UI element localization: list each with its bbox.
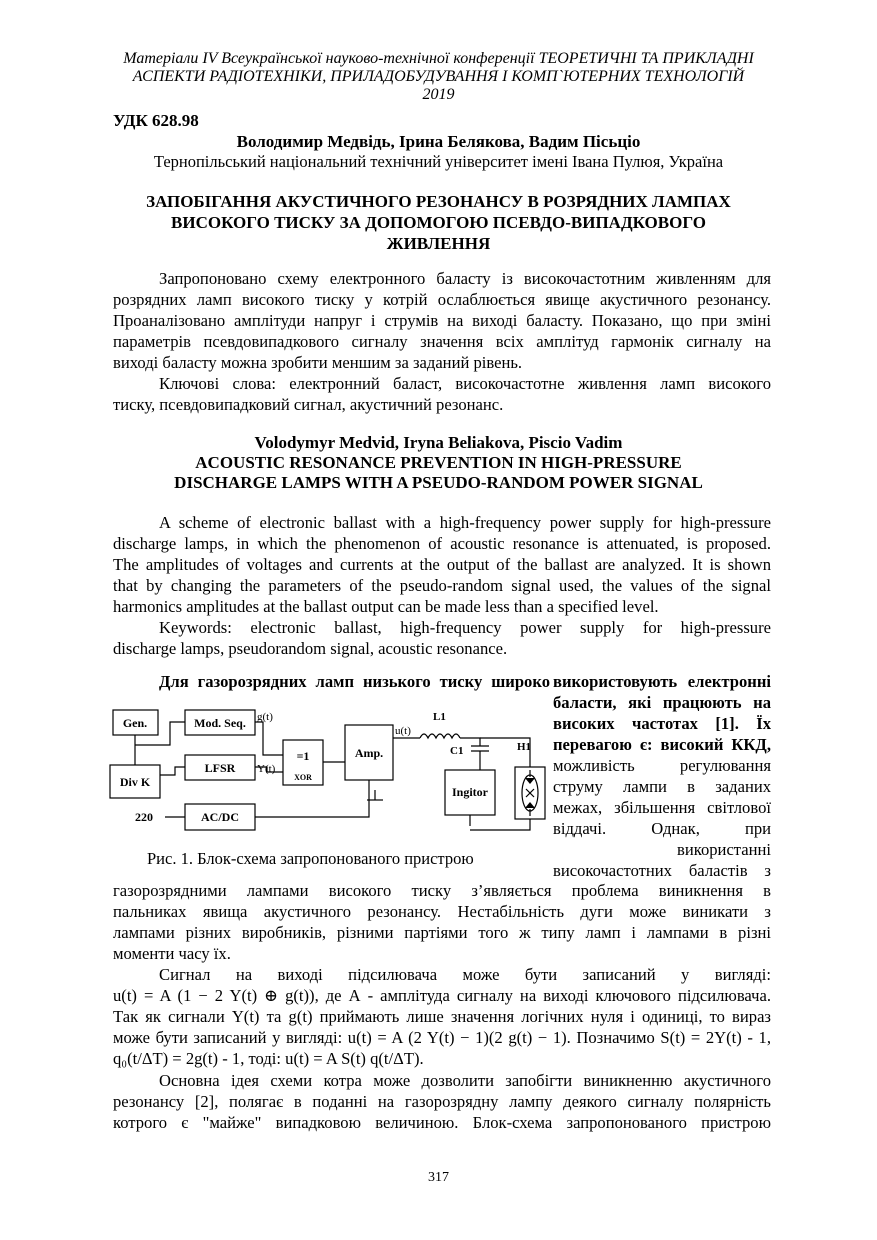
title-line: ЗАПОБІГАННЯ АКУСТИЧНОГО РЕЗОНАНСУ В РОЗРЯДНИХ ЛАМПАХ: [146, 192, 731, 211]
c1-label: C1: [450, 745, 464, 757]
body-paragraph-1: [113, 880, 771, 964]
text-line: Сигнал на виході підсилювача може бути записаний у вигляді:: [159, 965, 771, 984]
text-line: Так як сигнали Y(t) та g(t) приймають лише значення логічних нуля і одиниці, то вираз: [113, 1007, 771, 1026]
u-t-label: u(t): [395, 725, 411, 737]
text-line: котрого є "майже" випадковою величиною. Блок-схема запропонованого пристрою: [113, 1113, 771, 1132]
text-line: The amplitudes of voltages and currents at the output of the ballast are analyzed. It is shown: [113, 555, 771, 574]
text-line: Для газорозрядних ламп низького тиску широко: [159, 672, 550, 691]
authors-ua: Володимир Медвідь, Ірина Белякова, Вадим Пісьціо: [236, 132, 641, 151]
g-t-label: g(t): [257, 711, 273, 723]
text-line: газорозрядними лампами високого тиску з’являється проблема виникнення в: [113, 881, 771, 900]
affiliation: Тернопільський національний технічний університет імені Івана Пулюя, Україна: [153, 152, 724, 171]
text-line: Запропоновано схему електронного баласту із високочастотним живленням для: [159, 269, 771, 288]
body-paragraph-2: [113, 964, 771, 1069]
text-line: harmonics amplitudes at the ballast output can be made less than a specified level.: [113, 597, 659, 616]
title-line: ACOUSTIC RESONANCE PREVENTION IN HIGH-PRESSURE: [195, 453, 682, 472]
figure-caption: Рис. 1. Блок-схема запропонованого пристрою: [147, 849, 474, 868]
text-line: резонансу [2], полягає в поданні на газорозрядну лампу деякого сигналу полярність: [113, 1092, 771, 1111]
formula-line: q₀(t/ΔT) = 2g(t) - 1, тоді: u(t) = A S(t) q(t/ΔT).: [113, 1049, 424, 1068]
acdc-label: AC/DC: [201, 810, 239, 824]
xor-label: XOR: [294, 773, 312, 782]
text-line: параметрів псевдовипадкового сигналу значення всіх амплітуд гармонік сигналу на: [113, 332, 771, 351]
text-line: баласти, які працюють на: [553, 693, 771, 712]
right-column-text: [553, 671, 771, 881]
amp-label: Amp.: [354, 746, 384, 760]
text-line: високих частотах [1]. Їх: [553, 714, 771, 733]
authors-en: Volodymyr Medvid, Iryna Beliakova, Piscio Vadim: [254, 433, 623, 452]
formula-line: може бути записаний у вигляді: u(t) = A (2 Y(t) − 1)(2 g(t) − 1). Позначимо S(t) = 2Y(t) - 1,: [113, 1028, 771, 1047]
text-line: використанні: [677, 840, 771, 859]
text-line: that by changing the parameters of the pseudo-random signal used, the values of the signal: [113, 576, 771, 595]
conference-line: Матеріали IV Всеукраїнської науково-технічної конференції ТЕОРЕТИЧНІ ТА ПРИКЛАДНІ: [123, 50, 754, 67]
text-line: пальниках явища акустичного резонансу. Нестабільність дуги може виникати з: [113, 902, 771, 921]
text-line: A scheme of electronic ballast with a high-frequency power supply for high-pressure: [159, 513, 771, 532]
text-line: Основна ідея схеми котра може дозволити запобігти виникненню акустичного: [159, 1071, 771, 1090]
body-paragraph-3: [113, 1070, 771, 1133]
title-line: ЖИВЛЕННЯ: [386, 234, 491, 253]
mains-label: 220: [135, 810, 153, 824]
conference-line: АСПЕКТИ РАДІОТЕХНІКИ, ПРИЛАДОБУДУВАННЯ І КОМП`ЮТЕРНИХ ТЕХНОЛОГІЙ: [132, 68, 745, 85]
text-line: використовують електронні: [553, 672, 771, 691]
keywords-en-line: discharge lamps, pseudorandom signal, acoustic resonance.: [113, 639, 508, 658]
title-line: DISCHARGE LAMPS WITH A PSEUDO-RANDOM POWER SIGNAL: [174, 473, 703, 492]
text-line: розрядних ламп високого тиску у котрій ослаблюється явище акустичного резонансу.: [113, 290, 771, 309]
text-line: виході баласту можна зробити меншим за заданий рівень.: [113, 353, 523, 372]
text-line: лампами різних виробників, різними партіями того ж типу ламп і лампами в різні: [113, 923, 771, 942]
l1-label: L1: [433, 711, 446, 723]
title-line: ВИСОКОГО ТИСКУ ЗА ДОПОМОГОЮ ПСЕВДО-ВИПАДКОВОГО: [171, 213, 706, 232]
conference-year: 2019: [422, 86, 455, 103]
text-line: можливість регулювання: [553, 756, 771, 775]
lfsr-label: LFSR: [204, 761, 236, 775]
text-line: віддачі. Однак, при: [553, 819, 771, 838]
title-en: [100, 453, 777, 493]
mod-seq-label: Mod. Seq.: [194, 716, 246, 730]
h1-label: H1: [517, 741, 532, 753]
body-first-line: [113, 671, 550, 692]
block-diagram: [105, 700, 555, 850]
text-line: моменти часу їх.: [113, 944, 231, 963]
text-line: Проаналізовано амплітуди напруг і струмів на виході баласту. Показано, що при зміні: [113, 311, 771, 330]
text-line: перевагою є: високий ККД,: [553, 735, 771, 754]
abstract-en: [113, 512, 771, 659]
ingitor-label: Ingitor: [452, 785, 488, 799]
text-line: discharge lamps, in which the phenomenon of acoustic resonance is attenuated, is proposed.: [113, 534, 771, 553]
keywords-ua-line: тиску, псевдовипадковий сигнал, акустичний резонанс.: [113, 395, 504, 414]
page-number: 317: [428, 1170, 449, 1185]
xor-symbol: =1: [296, 749, 310, 763]
keywords-en-line: Keywords: electronic ballast, high-frequency power supply for high-pressure: [159, 618, 771, 637]
gen-label: Gen.: [122, 716, 148, 730]
title-ua: [100, 191, 777, 254]
abstract-ua: [113, 268, 771, 415]
text-line: високочастотних баластів з: [553, 861, 771, 880]
udk-code: УДК 628.98: [113, 111, 199, 130]
y-t-label: Y(t): [257, 763, 276, 775]
keywords-ua-line: Ключові слова: електронний баласт, високочастотне живлення ламп високого: [159, 374, 771, 393]
div-k-label: Div K: [119, 775, 151, 789]
formula-line: u(t) = A (1 − 2 Y(t) ⊕ g(t)), де А - амплітуда сигналу на виході ключового підсилювача.: [113, 986, 771, 1005]
conference-header: [100, 50, 777, 104]
text-line: межах, збільшення світлової: [553, 798, 771, 817]
text-line: струму лампи в заданих: [553, 777, 771, 796]
